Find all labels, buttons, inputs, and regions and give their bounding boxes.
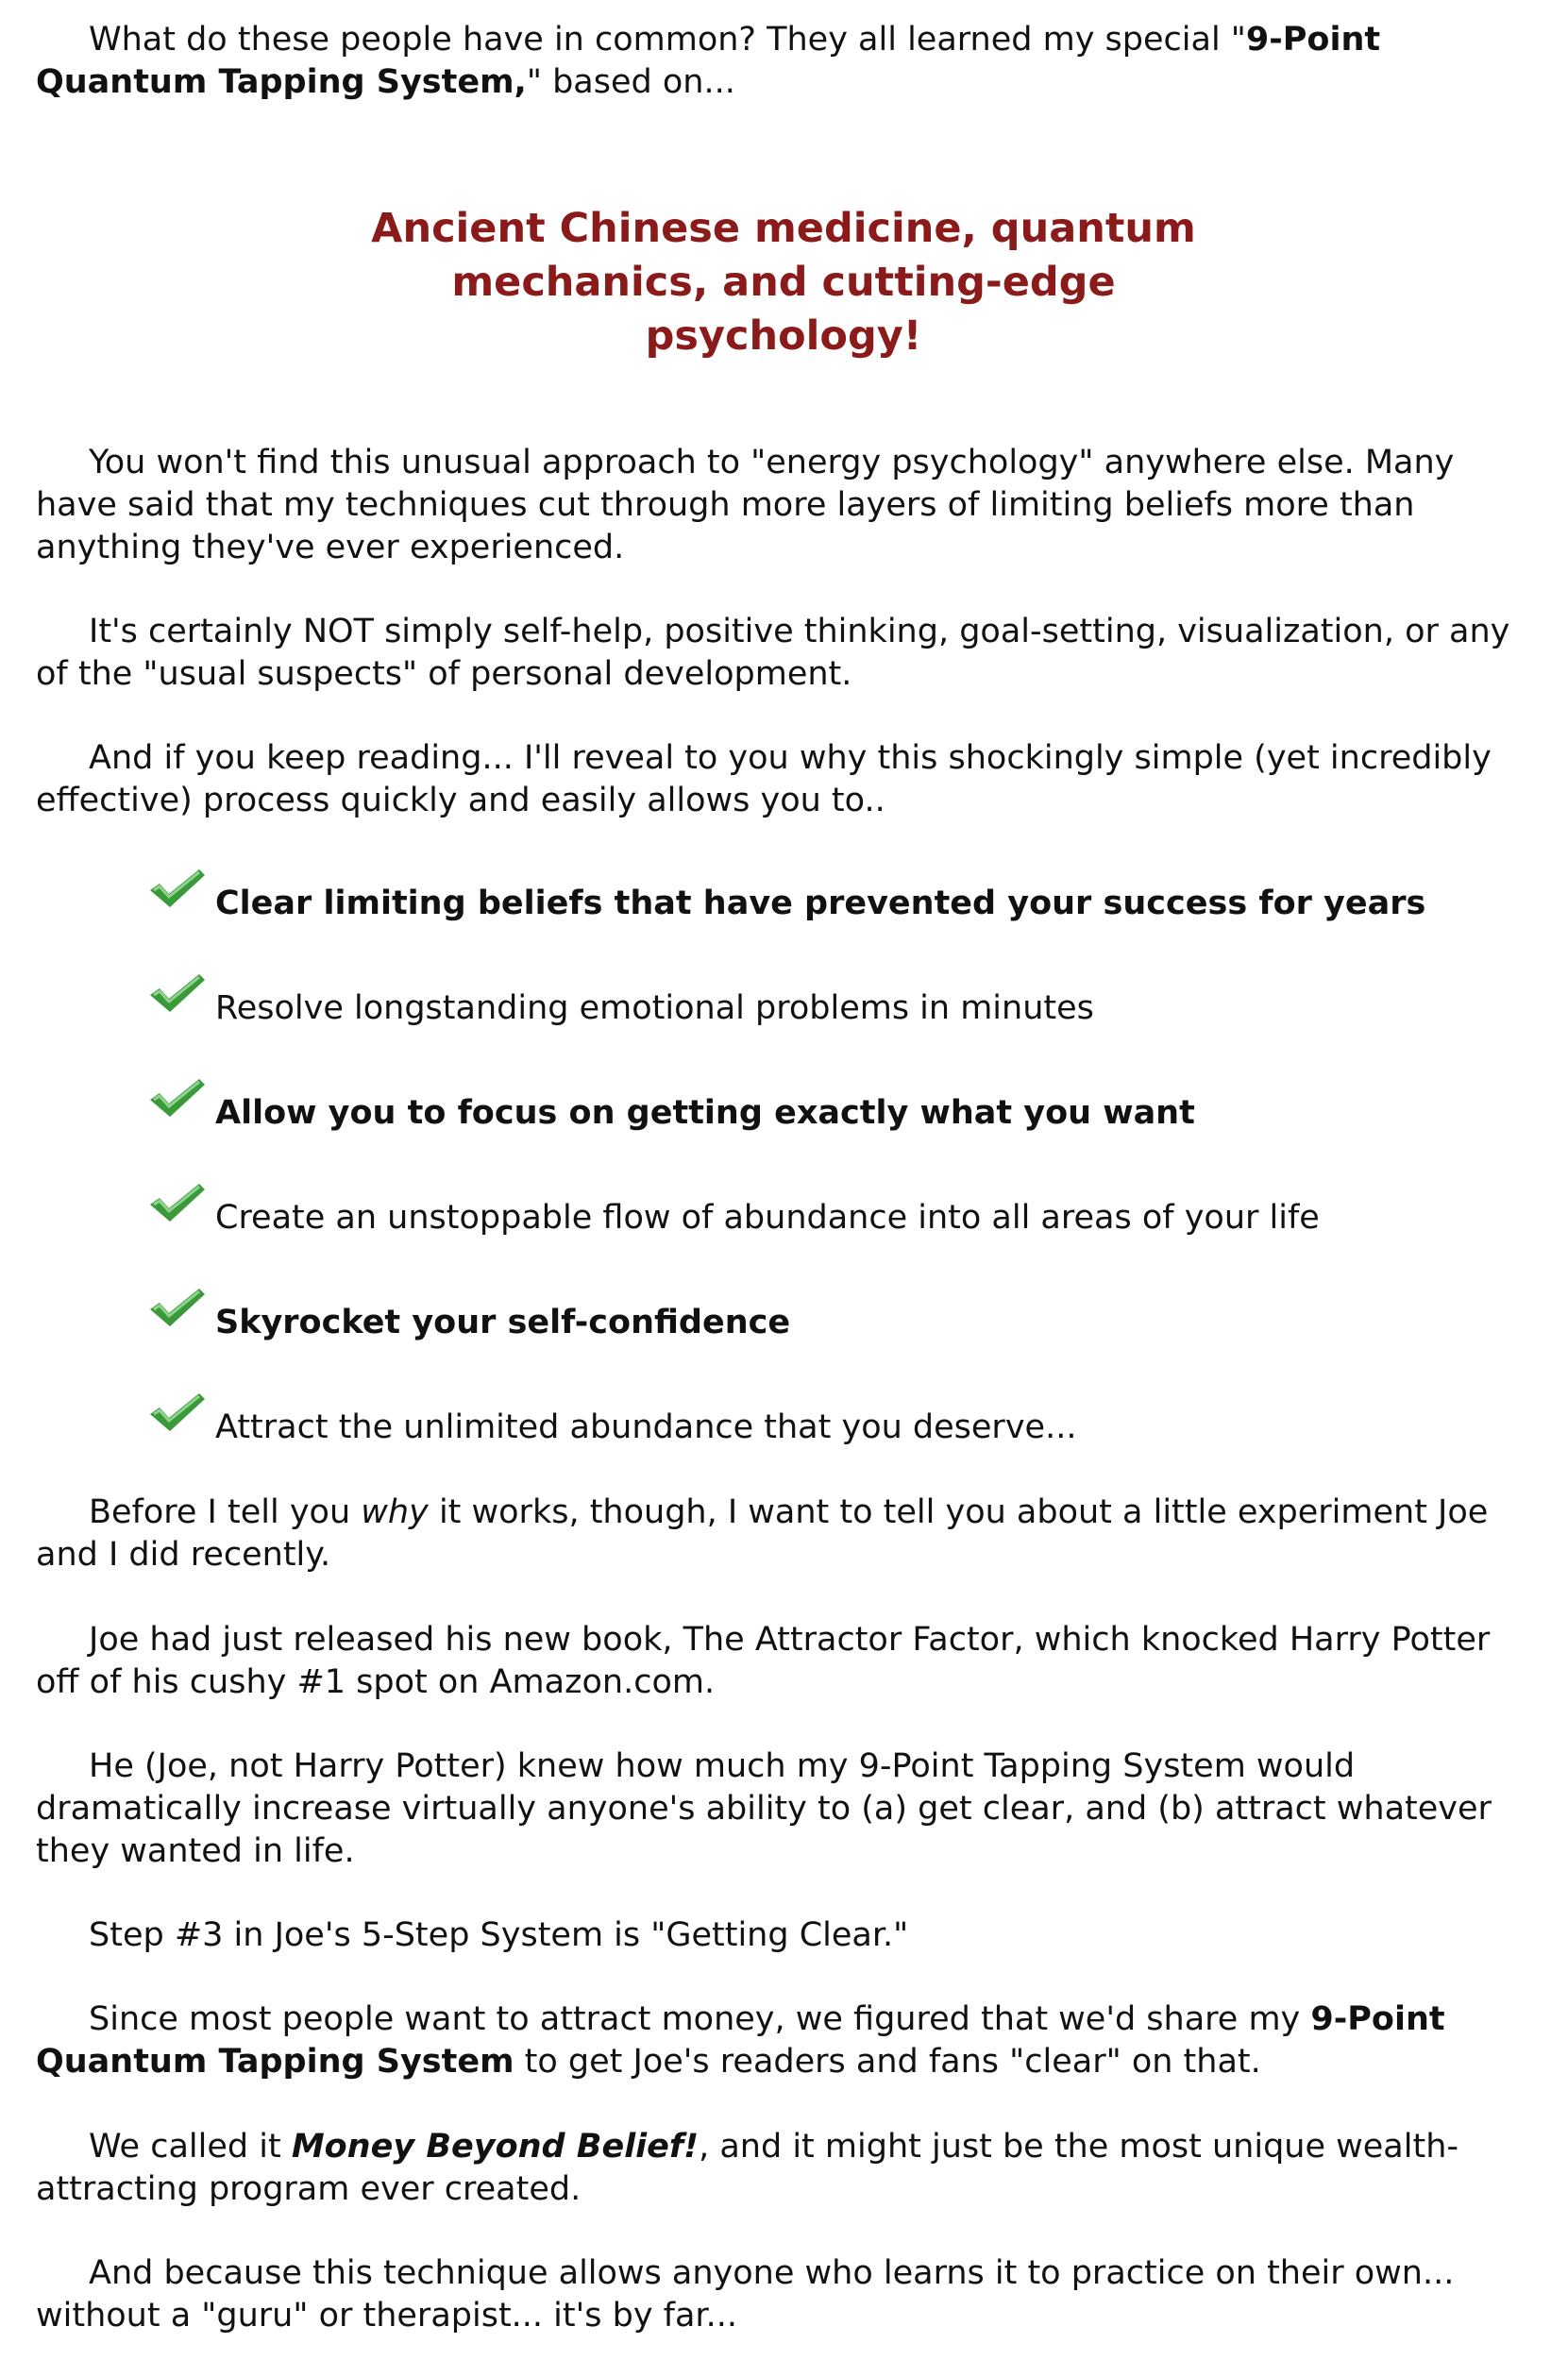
benefit-item: [142, 1407, 1463, 1463]
benefit-label: Resolve longstanding emotional problems in minutes: [215, 989, 1094, 1027]
intro-text-end: " based on...: [526, 63, 735, 101]
paragraph-step-three: Step #3 in Joe's 5-Step System is "Getting Clear.": [89, 1916, 909, 1954]
checkmark-icon: [146, 1075, 207, 1121]
experiment-italic-why: why: [361, 1493, 429, 1531]
attract-money-text: Since most people want to attract money, we figured that we'd share my: [89, 2000, 1311, 2038]
attract-money-text-end: to get Joe's readers and fans "clear" on that.: [514, 2043, 1261, 2081]
paragraph-attract-money: [36, 1998, 1537, 2083]
experiment-text: Before I tell you: [89, 1493, 362, 1531]
program-text-end: , and it might just be the most unique wealth-attracting program ever created.: [36, 2128, 1459, 2208]
benefit-label: Attract the unlimited abundance that you deserve...: [215, 1408, 1077, 1446]
program-title: Money Beyond Belief!: [291, 2128, 700, 2166]
paragraph-no-guru: And because this technique allows anyone who learns it to practice on their own... without a "guru" or therapist... it's by far...: [36, 2254, 1455, 2335]
paragraph-energy-psychology: You won't find this unusual approach to "energy psychology" anywhere else. Many have said that my techniques cut through more layers of limiting beliefs more than anything they've ever experienced.: [36, 444, 1455, 566]
checkmark-icon: [146, 1285, 207, 1330]
benefit-item: [142, 883, 1463, 939]
checkmark-icon: [146, 1390, 207, 1435]
headline-line-2: mechanics, and cutting-edge: [451, 259, 1116, 306]
intro-text: What do these people have in common? They all learned my special ": [89, 21, 1246, 59]
benefit-item: [142, 987, 1463, 1044]
headline-line-3: psychology!: [645, 312, 922, 360]
paragraph-keep-reading: And if you keep reading... I'll reveal to you why this shockingly simple (yet incredibly effective) process quickly and easily allows you to..: [36, 739, 1492, 819]
headline-line-1: Ancient Chinese medicine, quantum: [371, 205, 1196, 252]
paragraph-attractor-factor: Joe had just released his new book, The Attractor Factor, which knocked Harry Potter off of his cushy #1 spot on Amazon.com.: [36, 1621, 1491, 1701]
program-text: We called it: [89, 2128, 292, 2166]
benefit-item: [142, 1302, 1463, 1358]
paragraph-joe-knew: He (Joe, not Harry Potter) knew how much my 9-Point Tapping System would dramatically increase virtually anyone's ability to (a) get clear, and (b) attract whatever they wanted in life.: [36, 1747, 1492, 1870]
paragraph-not-self-help: It's certainly NOT simply self-help, positive thinking, goal-setting, visualization, or any of the "usual suspects" of personal development.: [36, 613, 1510, 693]
benefit-item: [142, 1197, 1463, 1254]
headline: [312, 202, 1256, 363]
checkmark-icon: [146, 970, 207, 1016]
benefit-label: Clear limiting beliefs that have prevented your success for years: [215, 885, 1426, 922]
experiment-text-end: it works, though, I want to tell you about a little experiment Joe and I did recently.: [36, 1493, 1489, 1574]
paragraph-experiment: [36, 1492, 1537, 1576]
benefit-label: Create an unstoppable flow of abundance into all areas of your life: [215, 1199, 1320, 1237]
benefit-item: [142, 1092, 1463, 1149]
checkmark-icon: [146, 866, 207, 911]
paragraph-money-beyond-belief: [36, 2126, 1537, 2211]
checkmark-icon: [146, 1180, 207, 1225]
benefit-label: Allow you to focus on getting exactly what you want: [215, 1094, 1195, 1132]
intro-bold-system-name: 9-Point Quantum Tapping System,: [36, 21, 1381, 101]
intro-paragraph: [36, 19, 1537, 104]
attract-money-bold-system: 9-Point Quantum Tapping System: [36, 2000, 1445, 2081]
benefit-label: Skyrocket your self-confidence: [215, 1304, 791, 1341]
